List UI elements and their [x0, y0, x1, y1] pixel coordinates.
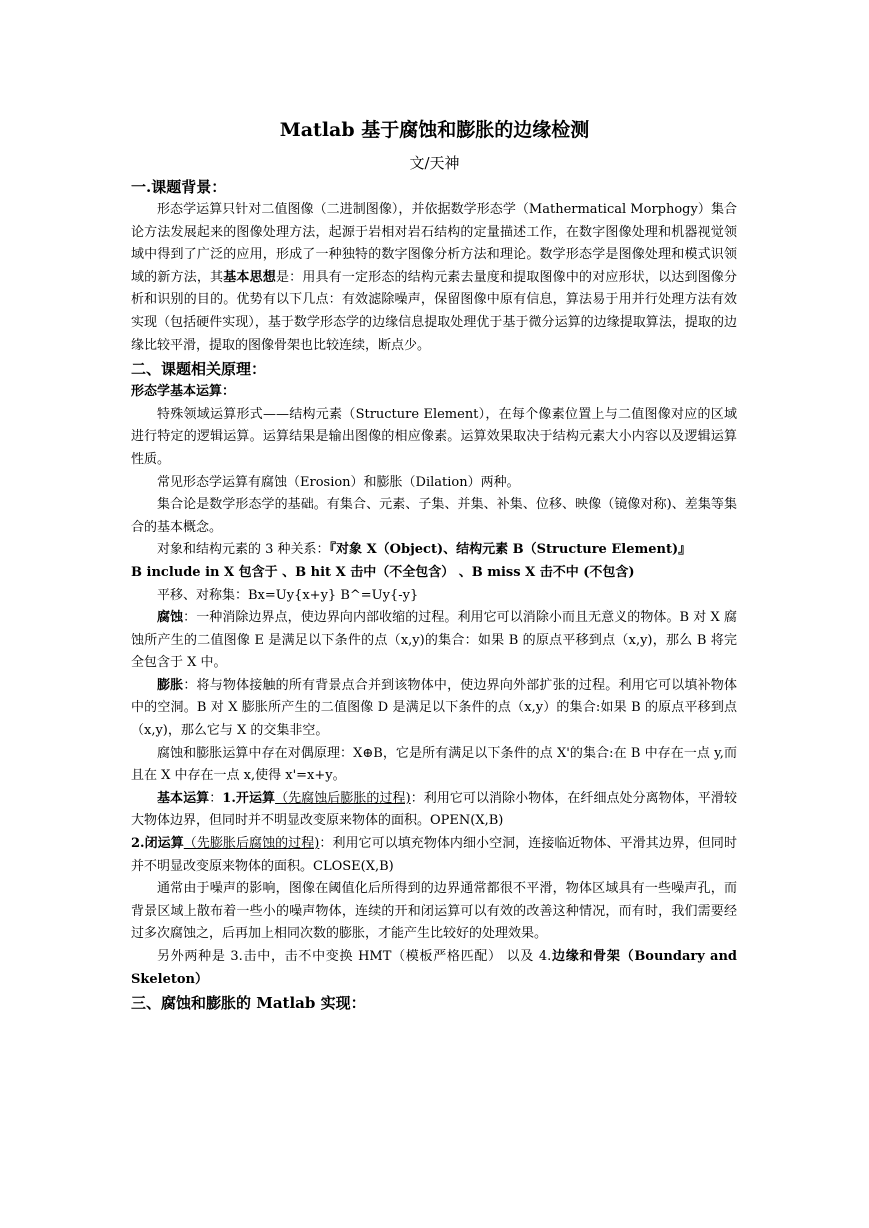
duality-paragraph: 腐蚀和膨胀运算中存在对偶原理：X⊕B，它是所有满足以下条件的点 X'的集合:在 B 中存在一点 y,而且在 X 中存在一点 x,使得 x'=x+y。 — [131, 745, 737, 784]
structure-element-paragraph: 特殊领域运算形式——结构元素（Structure Element），在每个像素位置上与二值图像对应的区域进行特定的逻辑运算。运算结果是输出图像的相应像素。运算效果取决于结构元素大小内容以及逻辑运算性质。 — [131, 406, 737, 467]
section-3-heading: 三、腐蚀和膨胀的 Matlab 实现： — [131, 994, 366, 1013]
text-run: 另外两种是 3.击中，击不中变换 HMT（模板严格匹配） 以及 4. — [157, 949, 552, 964]
section-2-heading: 二、课题相关原理： — [131, 360, 267, 379]
translation-paragraph: 平移、对称集：Bx=Uy{x+y} B^=Uy{-y} — [157, 587, 419, 603]
opening-label: 1.开运算 — [222, 790, 276, 806]
bold-text: 基本思想 — [223, 269, 276, 285]
background-paragraph — [131, 199, 737, 357]
underlined-text: （先膨胀后腐蚀的过程) — [183, 836, 320, 852]
other-ops-paragraph — [131, 946, 737, 991]
basic-ops-label: 基本运算 — [157, 790, 210, 806]
common-ops-paragraph: 常见形态学运算有腐蚀（Erosion）和膨胀（Dilation）两种。 — [157, 474, 520, 490]
text-run: ：一种消除边界点，使边界向内部收缩的过程。利用它可以消除小而且无意义的物体。B 对 X 腐蚀所产生的二值图像 E 是满足以下条件的点（x,y)的集合：如果 B 的原点平移到点（x,y)，那么 B 将完全包含于 X 中。 — [131, 610, 737, 671]
relations-line: B include in X 包含于 、B hit X 击中（不全包含） 、B miss X 击不中 (不包含) — [131, 564, 635, 580]
relations-paragraph — [131, 539, 737, 562]
underlined-text: （先腐蚀后膨胀的过程) — [275, 790, 411, 806]
noise-paragraph: 通常由于噪声的影响，图像在阈值化后所得到的边界通常都很不平滑，物体区域具有一些噪声孔，而背景区域上散布着一些小的噪声物体，连续的开和闭运算可以有效的改善这种情况，而有时，我们需要经过多次腐蚀之，后再加上相同次数的膨胀，才能产生比较好的处理效果。 — [131, 881, 737, 942]
dilation-paragraph — [131, 675, 737, 743]
text-run: ： — [209, 790, 223, 806]
document-body — [131, 175, 737, 1015]
bold-text: 边缘和骨架（Boundary and Skeleton） — [131, 949, 737, 987]
erosion-paragraph — [131, 607, 737, 675]
text-run: ：将与物体接触的所有背景点合并到该物体中，使边界向外部扩张的过程。利用它可以填补物体中的空洞。B 对 X 膨胀所产生的二值图像 D 是满足以下条件的点（x,y）的集合:如果 B 的原点平移到点（x,y)，那么它与 X 的交集非空。 — [131, 677, 737, 739]
opening-paragraph — [131, 788, 737, 833]
author-line: 文/天神 — [409, 154, 460, 172]
section-1-heading: 一.课题背景： — [131, 178, 227, 196]
text-run: 是：用具有一定形态的结构元素去量度和提取图像中的对应形状，以达到图像分析和识别的目的。优势有以下几点：有效滤除噪声，保留图像中原有信息，算法易于用并行处理方法有效实现（包括硬件实现），基于数学形态学的边缘信息提取处理优于基于微分运算的边缘提取算法，提取的边缘比较平滑，提取的图像骨架也比较连续，断点少。 — [131, 269, 737, 353]
set-theory-paragraph: 集合论是数学形态学的基础。有集合、元素、子集、并集、补集、位移、映像（镜像对称)、差集等集合的基本概念。 — [131, 497, 737, 535]
closing-label: 2.闭运算 — [131, 836, 184, 852]
closing-paragraph — [131, 833, 737, 878]
subheading-basic-ops: 形态学基本运算： — [131, 384, 236, 400]
text-run: ：利用它可以消除小物体，在纤细点处分离物体，平滑较大物体边界，但同时并不明显改变原来物体的面积。OPEN(X,B) — [131, 790, 737, 829]
dilation-label: 膨胀 — [157, 677, 184, 693]
bold-text: 『对象 X（Object)、结构元素 B（Structure Element)』 — [329, 542, 692, 558]
erosion-label: 腐蚀 — [157, 610, 184, 626]
document-title: Matlab 基于腐蚀和膨胀的边缘检测 — [279, 119, 590, 141]
text-run: 对象和结构元素的 3 种关系： — [157, 542, 330, 558]
text-run: ：利用它可以填充物体内细小空洞，连接临近物体、平滑其边界，但同时并不明显改变原来物体的面积。CLOSE(X,B) — [131, 836, 737, 874]
text-run: 形态学运算只针对二值图像（二进制图像），并依据数学形态学（Mathermatical Morphogy）集合论方法发展起来的图像处理方法，起源于岩相对岩石结构的定量描述工作，在数字图像处理和机器视觉领域中得到了广泛的应用，形成了一种独特的数字图像分析方法和理论。数学形态学是图像处理和模式识领域的新方法，其 — [131, 202, 737, 285]
